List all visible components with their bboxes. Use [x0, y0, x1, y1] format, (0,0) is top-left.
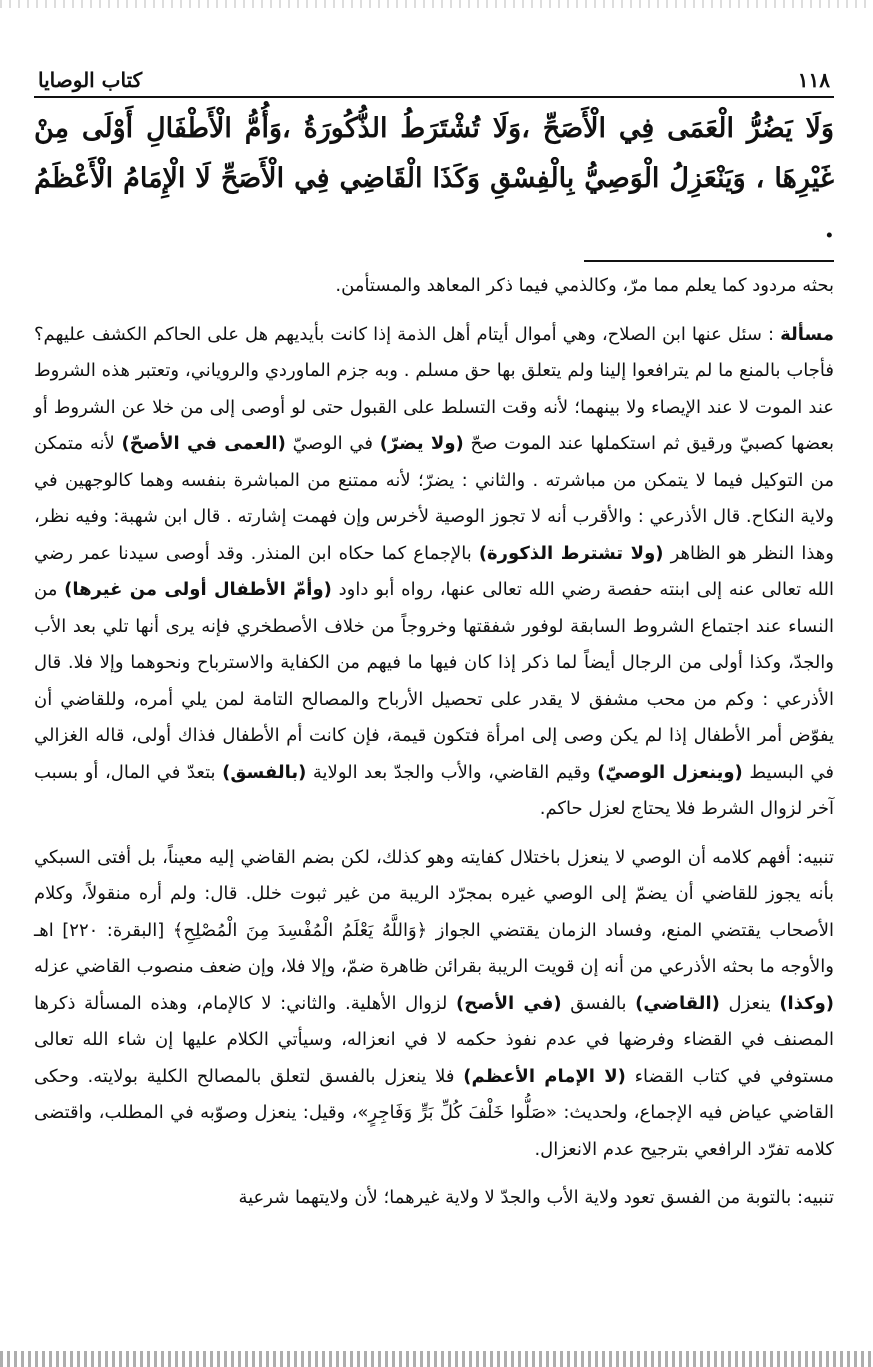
- paragraph: [34, 840, 834, 1169]
- quoted-matn-fragment: (وكذا): [779, 992, 835, 1014]
- paragraph: [34, 1180, 834, 1217]
- matn-divider: [584, 260, 834, 262]
- text-fragment: فلا ينعزل بالفسق لتعلق بالمصالح الكلية بولايته. وحكى القاضي عياض فيه الإجماع، ولحديث: «صَلُّوا خَلْفَ كُلِّ بَرٍّ وَفَاجِرٍ»، وقيل: ينعزل وصوّبه في المطلب، واقتضى كلامه تفرّد الرافعي بترجيح عدم الانعزال.: [34, 1065, 834, 1160]
- quoted-matn-fragment: (بالفسق): [222, 761, 307, 783]
- text-fragment: في الوصيّ: [285, 433, 380, 454]
- page-number: ١١٨: [797, 68, 830, 92]
- paragraph: [34, 317, 834, 828]
- text-fragment: بالإجماع كما حكاه ابن المنذر. وقد أوصى سيدنا عمر رضي الله تعالى عنه إلى ابنته حفصة رضي الله تعالى عنها، رواه أبو داود: [34, 542, 834, 600]
- text-fragment: بحثه مردود كما يعلم مما مرّ، وكالذمي فيما ذكر المعاهد والمستأمن.: [335, 275, 834, 296]
- quoted-matn-fragment: (ولا يضرّ): [379, 433, 464, 454]
- text-fragment: وقيم القاضي، والأب والجدّ بعد الولاية: [306, 761, 598, 783]
- text-fragment: تنبيه: أفهم كلامه أن الوصي لا ينعزل باختلال كفايته وهو كذلك، لكن بضم القاضي إليه معيناً، بل أفتى السبكي بأنه يجوز للقاضي أن يضمّ إلى الوصي غيره بمجرّد الريبة من غير ثبوت خلل. قال: ولم أره منقولاً، وكلام الأصحاب يقتضي المنع، وفساد الزمان يقتضي الجواز ﴿وَاللَّهُ يَعْلَمُ الْمُفْسِدَ مِنَ الْمُصْلِحِ﴾ [البقرة: ٢٢٠] اهـ والأوجه ما بحثه الأذرعي من أنه إن قويت الريبة بقرائن ظاهرة ضمّ، وإلا فلا، وإن ضعف منصوب القاضي عزله: [34, 846, 835, 977]
- quoted-matn-fragment: (العمى في الأصحّ): [121, 433, 286, 454]
- quoted-matn-fragment: (في الأصح): [456, 992, 562, 1014]
- page-header: [34, 52, 834, 98]
- text-fragment: بالفسق: [561, 992, 636, 1014]
- commentary: [34, 268, 834, 1217]
- text-fragment: : سئل عنها ابن الصلاح، وهي أموال أيتام أهل الذمة إذا كانت بأيديهم هل على الحاكم الكشف عليهم؟ فأجاب بالمنع ما لم يترافعوا إلينا ولم يتعلق بها حق مسلم . وبه جزم الماوردي والروياني، وتعتبر هذه الشروط عند الموت لا عند الإيصاء ولا بينهما؛ لأنه وقت التسلط على القبول حتى لو أوصى إلى من خلا عن الشروط أو بعضها كصبيّ ورقيق ثم استكملها عند الموت صحّ: [34, 323, 834, 454]
- book-title: كتاب الوصايا: [38, 68, 143, 92]
- quoted-matn-fragment: (لا الإمام الأعظم): [463, 1065, 626, 1087]
- quoted-matn-fragment: (ولا تشترط الذكورة): [478, 542, 664, 564]
- scan-edge-noise: [0, 0, 873, 8]
- text-fragment: من النساء عند اجتماع الشروط السابقة لوفور شفقتها وخروجاً من خلاف الأصطخري فإنه يرى أنها تلي بعد الأب والجدّ، وكذا أولى من الرجال أيضاً لما ذكر إذا كان فيها ما فيهم من الكفاية والاسترباح ونحوهما وإلا فلا. قال الأذرعي : وكم من محب مشفق لا يقدر على تحصيل الأرباح والمصالح التامة لمن يلي أمره، وللقاضي أن يفوّض أمر الأطفال إذا لم يكن وصى إلى امرأة فتكون قيمة، فإن كانت أم الأطفال فذاك أولى، قاله الغزالي في البسيط: [34, 579, 835, 783]
- text-fragment: تنبيه: بالتوبة من الفسق تعود ولاية الأب والجدّ لا ولاية غيرهما؛ لأن ولايتهما شرعية: [238, 1187, 834, 1208]
- quoted-matn-fragment: (القاضي): [635, 992, 720, 1014]
- paragraph: [34, 268, 834, 305]
- quoted-matn-fragment: مسألة: [780, 323, 834, 345]
- bottom-ornament-border: [0, 1351, 873, 1367]
- text-fragment: بتعدّ في المال، أو بسبب آخر لزوال الشرط فلا يحتاج لعزل حاكم.: [34, 761, 834, 819]
- text-fragment: ينعزل: [719, 992, 780, 1014]
- text-fragment: لزوال الأهلية. والثاني: لا كالإمام، وهذه المسألة ذكرها المصنف في القضاء وفرضها في عدم نفوذ حكمه لا في انعزاله، وسيأتي الكلام عليها إن شاء الله تعالى مستوفي في كتاب القضاء: [34, 992, 834, 1087]
- quoted-matn-fragment: (وأمّ الأطفال أولى من غيرها): [64, 579, 332, 600]
- page-content: [34, 52, 834, 1217]
- matn-text: وَلَا يَضُرُّ الْعَمَى فِي الْأَصَحِّ ،وَلَا تُشْتَرَطُ الذُّكُورَةُ ،وَأُمُّ الْأَطْفَالِ أَوْلَى مِنْ غَيْرِهَا ، وَيَنْعَزِلُ الْوَصِيُّ بِالْفِسْقِ وَكَذَا الْقَاضِي فِي الْأَصَحِّ لَا الْإِمَامُ الْأَعْظَمُ .: [34, 113, 834, 244]
- quoted-matn-fragment: (وينعزل الوصيّ): [597, 761, 743, 783]
- text-fragment: لأنه متمكن من التوكيل فيما لا يتمكن من مباشرته . والثاني : يضرّ؛ لأنه ممتنع من المباشرة بنفسه وهما كالوجهين في ولاية النكاح. قال الأذرعي : والأقرب أنه لا تجوز الوصية لأخرس وإن فهمت إشارته . قال ابن شهبة: وفيه نظر، وهذا النظر هو الظاهر: [34, 433, 834, 564]
